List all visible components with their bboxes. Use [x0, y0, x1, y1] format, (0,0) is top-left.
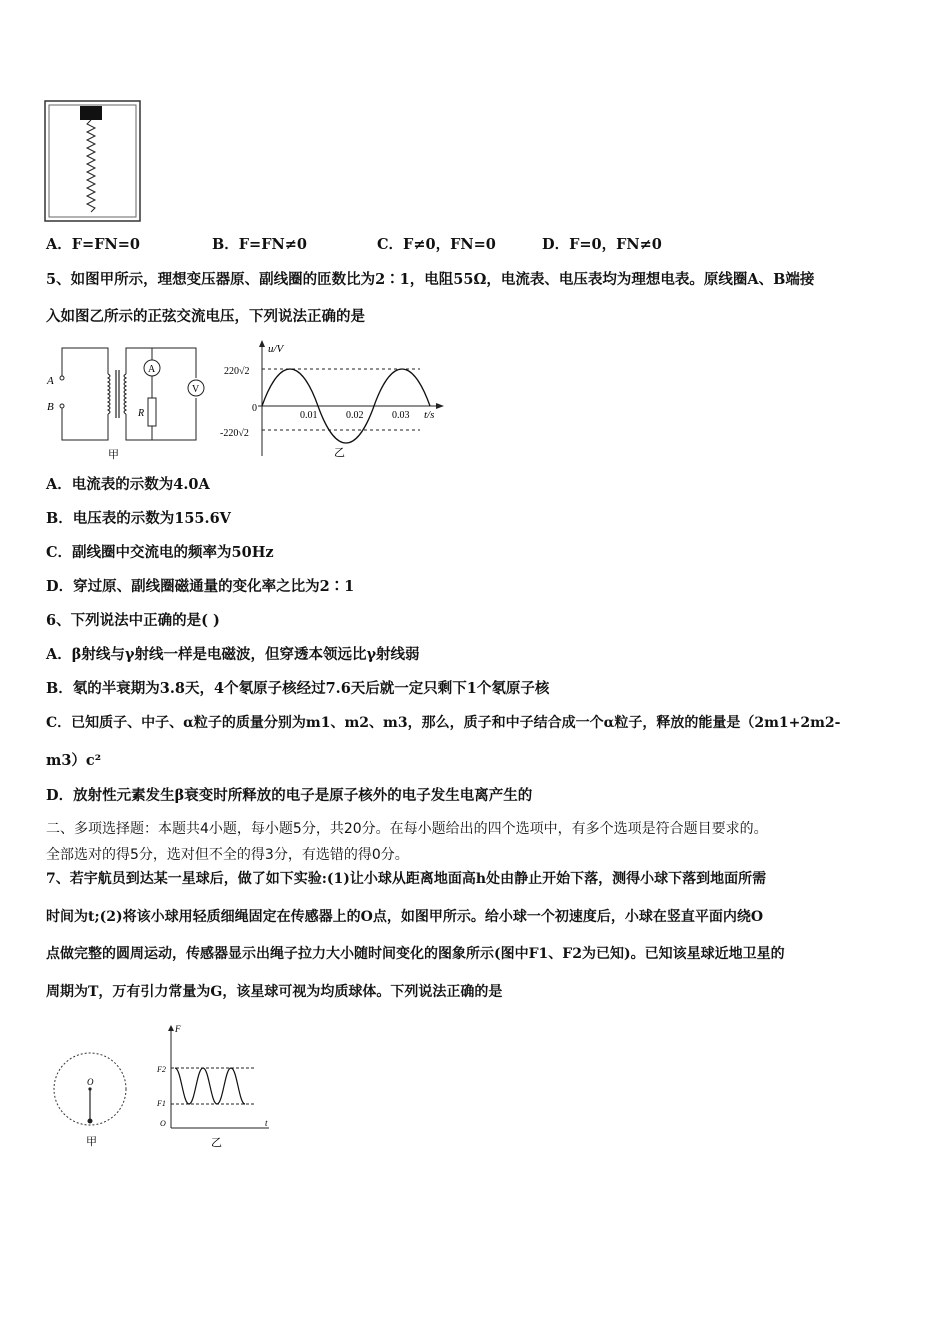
q6-option-b: B．氡的半衰期为3.8天，4个氡原子核经过7.6天后就一定只剩下1个氡原子核 [46, 680, 550, 697]
q5-option-b: B．电压表的示数为155.6V [46, 510, 231, 527]
fig-yi-caption: 乙 [334, 447, 345, 459]
section2-line1: 二、多项选择题：本题共4小题，每小题5分，共20分。在每小题给出的四个选项中，有多个选项是符合题目要求的。 [46, 821, 768, 837]
voltmeter-label: V [192, 384, 200, 395]
t-axis-label: t/s [424, 409, 435, 421]
sine-voltage-graph [220, 338, 455, 462]
resistor-label: R [138, 408, 145, 419]
q6-stem: 6、下列说法中正确的是( ) [46, 612, 220, 629]
q4-option-d: D．F=0，FN≠0 [542, 236, 662, 253]
q5-stem-line2: 入如图乙所示的正弦交流电压，下列说法正确的是 [46, 308, 365, 325]
tick-003: 0.03 [392, 410, 410, 421]
t-axis-label-q7: t [265, 1118, 268, 1128]
tick-001: 0.01 [300, 410, 318, 421]
terminal-b-label: B [47, 401, 54, 413]
q5-option-a: A．电流表的示数为4.0A [46, 476, 210, 493]
q6-option-d: D．放射性元素发生β衰变时所释放的电子是原子核外的电子发生电离产生的 [46, 787, 533, 804]
center-o-label: O [87, 1077, 94, 1087]
terminal-a-label: A [47, 375, 54, 387]
q4-option-a: A．F=FN=0 [46, 236, 140, 253]
q5-option-d: D．穿过原、副线圈磁通量的变化率之比为2∶1 [46, 578, 355, 595]
circular-motion-figure [50, 1045, 134, 1151]
q6-option-c-cont: m3）c² [46, 752, 102, 769]
q7-line1: 7、若宇航员到达某一星球后，做了如下实验:(1)让小球从距离地面高h处由静止开始下落，测得小球下落到地面所需 [46, 871, 767, 887]
section2-line2: 全部选对的得5分，选对但不全的得3分，有选错的得0分。 [46, 847, 409, 863]
q6-option-a: A．β射线与γ射线一样是电磁波，但穿透本领远比γ射线弱 [46, 646, 420, 663]
q7-origin-label: O [160, 1119, 166, 1128]
spring-figure [44, 100, 142, 224]
q4-option-c: C．F≠0，FN=0 [377, 236, 496, 253]
q7-fig-jia-caption: 甲 [86, 1136, 97, 1148]
q5-option-c: C．副线圈中交流电的频率为50Hz [46, 544, 274, 561]
u-max-label: 220√2 [224, 366, 250, 377]
u-min-label: -220√2 [220, 428, 249, 439]
origin-label: 0 [252, 403, 257, 414]
q7-fig-yi-caption: 乙 [211, 1137, 222, 1149]
q7-line4: 周期为T，万有引力常量为G，该星球可视为均质球体。下列说法正确的是 [46, 984, 503, 1000]
force-time-graph [155, 1022, 275, 1152]
q5-stem-line1: 5、如图甲所示，理想变压器原、副线圈的匝数比为2∶1，电阻55Ω，电流表、电压表均为理想电表。原线圈A、B端接 [46, 271, 815, 288]
transformer-circuit-figure [44, 340, 214, 462]
ammeter-label: A [148, 364, 156, 375]
f-axis-label: F [175, 1024, 181, 1034]
q7-line2: 时间为t;(2)将该小球用轻质细绳固定在传感器上的O点，如图甲所示。给小球一个初速度后，小球在竖直平面内绕O [46, 909, 764, 925]
f1-label: F1 [157, 1099, 166, 1108]
tick-002: 0.02 [346, 410, 364, 421]
f2-label: F2 [157, 1065, 166, 1074]
q6-option-c: C．已知质子、中子、α粒子的质量分别为m1、m2、m3，那么，质子和中子结合成一个α粒子，释放的能量是（2m1+2m2- [46, 715, 841, 731]
q7-line3: 点做完整的圆周运动，传感器显示出绳子拉力大小随时间变化的图象所示(图中F1、F2为已知)。已知该星球近地卫星的 [46, 946, 785, 962]
u-axis-label: u/V [268, 343, 284, 355]
q4-option-b: B．F=FN≠0 [212, 236, 307, 253]
fig-jia-caption: 甲 [108, 449, 119, 461]
